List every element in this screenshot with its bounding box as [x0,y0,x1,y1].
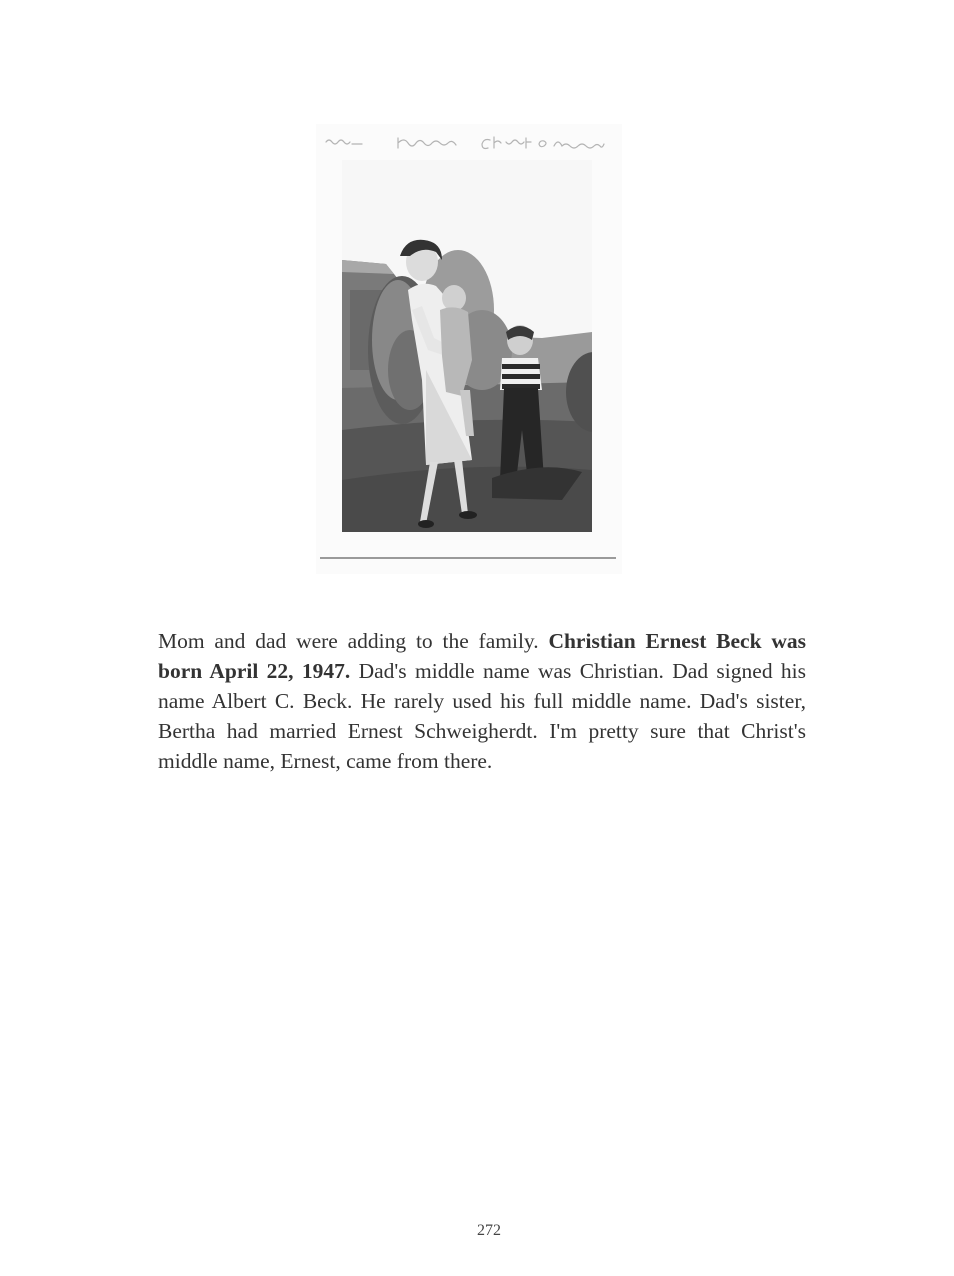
body-text-part-2: Dad's middle name was Christian. Dad signed his name Albert C. Beck. He rarely used his full middle name. Dad's sister, Bertha had married Ernest Schweigherdt. I'm pretty sure that Christ's middle name, Ernest, came from there. [158,659,806,773]
family-photograph [342,160,592,532]
photo-mount-edge [320,557,616,559]
handwritten-caption [322,132,622,156]
body-paragraph [158,626,806,776]
birth-announcement-bold: Christian Ernest Beck was born April 22, 1947. [158,629,806,683]
page-number: 272 [477,1222,501,1239]
body-text-part-1: Mom and dad were adding to the family. [158,629,549,653]
